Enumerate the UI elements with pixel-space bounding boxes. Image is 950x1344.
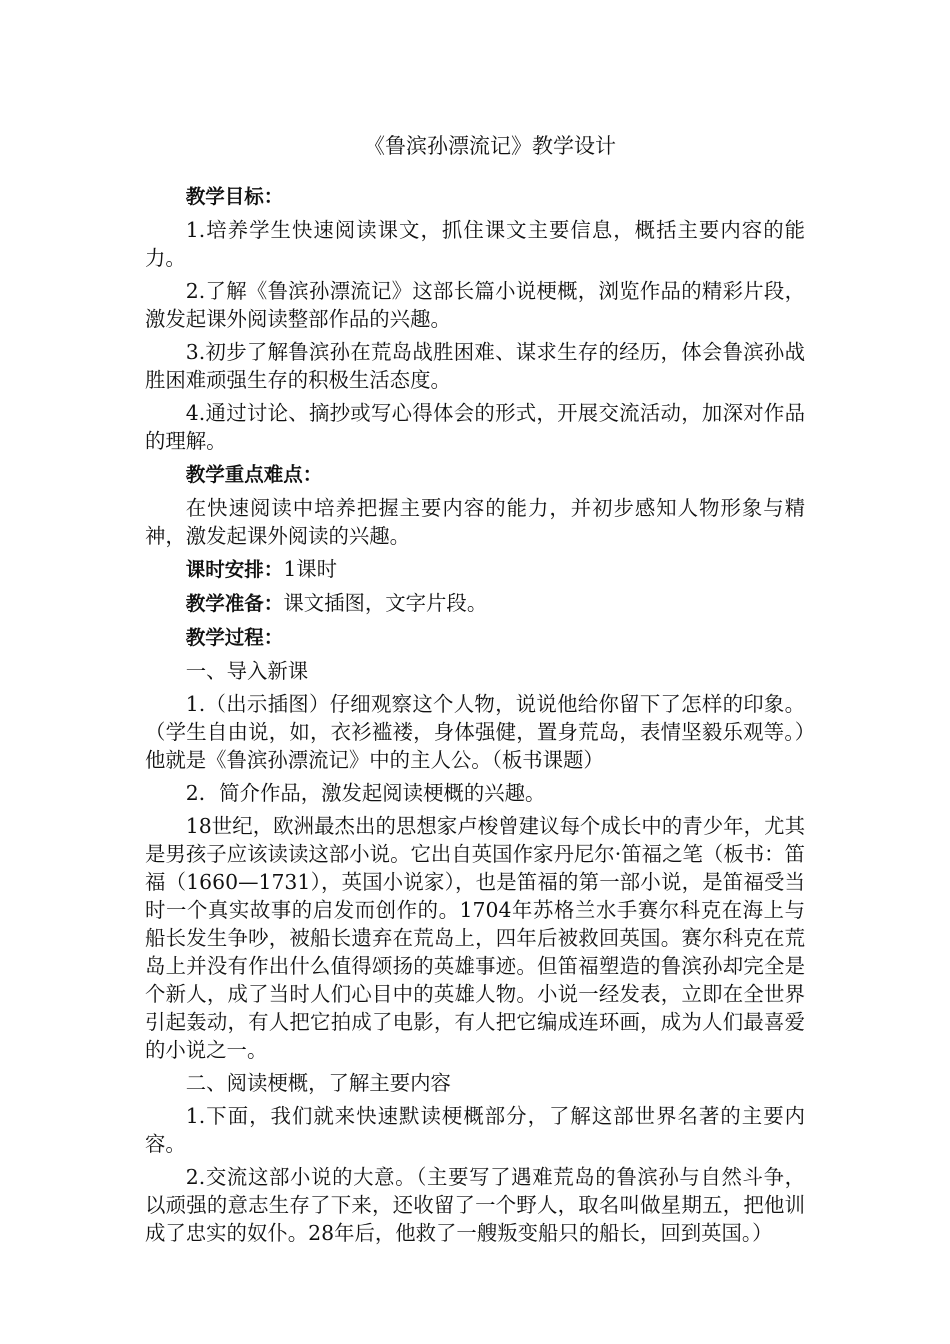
- goal-item-4: 4.通过讨论、摘抄或写心得体会的形式，开展交流活动，加深对作品的理解。: [145, 401, 805, 453]
- preparation-line: [145, 589, 805, 618]
- goal-item-2: 2.了解《鲁滨孙漂流记》这部长篇小说梗概，浏览作品的精彩片段，激发起课外阅读整部作品的兴趣。: [145, 279, 805, 331]
- goal-item-3: 3.初步了解鲁滨孙在荒岛战胜困难、谋求生存的经历，体会鲁滨孙战胜困难顽强生存的积极生活态度。: [145, 340, 805, 392]
- document-page: [145, 124, 805, 1252]
- key-points-heading: [145, 460, 805, 489]
- preparation-value: 课文插图，文字片段。: [283, 591, 488, 615]
- schedule-line: [145, 555, 805, 584]
- section1-title: 一、导入新课: [185, 659, 309, 683]
- section2-title: 二、阅读梗概，了解主要内容: [185, 1071, 451, 1095]
- document-title: 《鲁滨孙漂流记》教学设计: [364, 134, 616, 158]
- goals-heading: [145, 182, 805, 211]
- section1-item-3: 18世纪，欧洲最杰出的思想家卢梭曾建议每个成长中的青少年，尤其是男孩子应该读读这部小说。它出自英国作家丹尼尔·笛福之笔（板书：笛福（1660—1731），英国小说家），也是笛福的第一部小说，是笛福受当时一个真实故事的启发而创作的。1704年苏格兰水手赛尔科克在海上与船长发生争吵，被船长遗弃在荒岛上，四年后被救回英国。赛尔科克在荒岛上并没有作出什么值得颂扬的英雄事迹。但笛福塑造的鲁滨孙却完全是个新人，成了当时人们心目中的英雄人物。小说一经发表，立即在全世界引起轰动，有人把它拍成了电影，有人把它编成连环画，成为人们最喜爱的小说之一。: [145, 814, 805, 1062]
- preparation-heading: 教学准备：: [185, 592, 284, 615]
- section2-item-1: 1.下面，我们就来快速默读梗概部分，了解这部世界名著的主要内容。: [145, 1104, 805, 1156]
- section1-item-2: 2．简介作品，激发起阅读梗概的兴趣。: [185, 781, 546, 805]
- section2-item-2: 2.交流这部小说的大意。（主要写了遇难荒岛的鲁滨孙与自然斗争，以顽强的意志生存了下来，还收留了一个野人，取名叫做星期五，把他训成了忠实的奴仆。28年后，他救了一艘叛变船只的船长，回到英国。）: [145, 1165, 805, 1245]
- section1-item-1: 1.（出示插图）仔细观察这个人物，说说他给你留下了怎样的印象。（学生自由说，如，衣衫褴褛，身体强健，置身荒岛，表情坚毅乐观等。）他就是《鲁滨孙漂流记》中的主人公。（板书课题）: [145, 692, 805, 772]
- process-heading-text: 教学过程：: [185, 626, 284, 649]
- key-points-text: 在快速阅读中培养把握主要内容的能力，并初步感知人物形象与精神，激发起课外阅读的兴趣。: [145, 496, 805, 548]
- key-points-heading-text: 教学重点难点：: [185, 463, 323, 486]
- schedule-heading: 课时安排：: [185, 558, 284, 581]
- goals-heading-text: 教学目标：: [185, 185, 284, 208]
- schedule-value: 1课时: [283, 557, 338, 581]
- goal-item-1: 1.培养学生快速阅读课文，抓住课文主要信息，概括主要内容的能力。: [145, 218, 805, 270]
- process-heading: [145, 623, 805, 652]
